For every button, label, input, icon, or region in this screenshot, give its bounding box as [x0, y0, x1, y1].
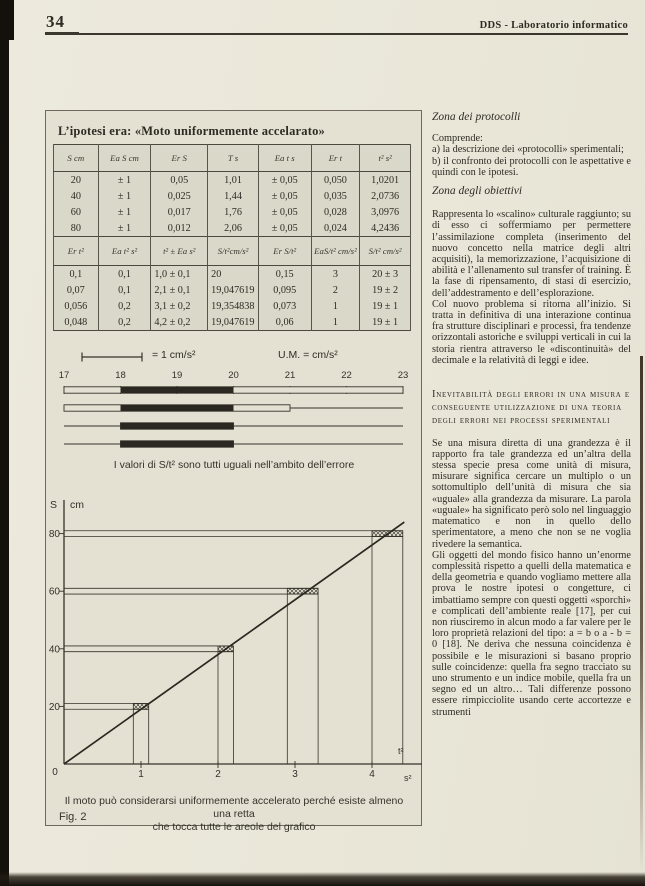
table-row	[54, 237, 411, 266]
scan-edge-bottom	[0, 872, 645, 886]
fig2-label: Fig. 2	[59, 811, 87, 823]
scan-edge-left	[0, 0, 9, 886]
table-cell: 2	[311, 282, 360, 298]
table-cell: ± 1	[98, 220, 151, 237]
interval-diagram	[54, 369, 414, 455]
table-cell: 1	[311, 314, 360, 331]
table-cell: 0,1	[98, 266, 151, 283]
table-cell: 19 ± 1	[360, 298, 411, 314]
table-header-cell: S/t² cm/s²	[360, 237, 411, 266]
table-row	[54, 220, 411, 237]
table-cell: 0,012	[151, 220, 208, 237]
svg-text:1: 1	[138, 769, 144, 780]
item-b: b) il confronto dei protocolli con le aspettative e quindi con le ipotesi.	[432, 155, 631, 178]
measurements-table	[53, 144, 411, 331]
scale-segment-icon	[80, 351, 144, 363]
scale-label: = 1 cm/s²	[152, 349, 196, 361]
table-cell: 0,06	[258, 314, 311, 331]
table-cell: ± 0,05	[258, 172, 311, 189]
heading-zona-obiettivi: Zona degli obiettivi	[432, 185, 523, 198]
table-cell: 60	[54, 204, 99, 220]
table-cell: 4,2 ± 0,2	[151, 314, 208, 331]
table-cell: 3,0976	[360, 204, 411, 220]
table-header-cell: T s	[208, 145, 259, 172]
table-cell: 0,017	[151, 204, 208, 220]
interval-caption: I valori di S/t² sono tutti uguali nell’ambito dell’errore	[113, 459, 355, 471]
hypothesis-panel	[45, 110, 422, 833]
para-objectives-2: Col nuovo problema si ritorna all’inizio. Si tratta in definitiva di una interazione continua fra strutture disciplinari e processi, fra tendenze orizzontali astoriche e sviluppi verticali in cui la storia rientra attraverso le «discontinuità» del decimale e la relatività di leggi e idee.	[432, 298, 631, 366]
table-cell: 0,2	[98, 298, 151, 314]
table-cell: ± 1	[98, 172, 151, 189]
table-row	[54, 298, 411, 314]
svg-text:18: 18	[115, 370, 126, 381]
table-cell: 0,028	[311, 204, 360, 220]
table-cell: 0,05	[151, 172, 208, 189]
table-header-cell: S cm	[54, 145, 99, 172]
fig2-chart	[46, 493, 422, 789]
svg-text:22: 22	[341, 370, 352, 381]
table-header-cell: Ea t² s²	[98, 237, 151, 266]
table-header-cell: Er S	[151, 145, 208, 172]
legend-row	[46, 349, 421, 365]
svg-text:t²: t²	[398, 746, 404, 756]
table-cell: 19 ± 2	[360, 282, 411, 298]
svg-text:cm: cm	[70, 499, 84, 511]
table-cell: 20	[54, 172, 99, 189]
table-cell: ± 0,05	[258, 188, 311, 204]
table-row	[54, 266, 411, 283]
panel-title: L’ipotesi era: «Moto uniformemente accelarato»	[58, 124, 325, 138]
table-cell: 20	[208, 266, 259, 283]
table-cell: 4,2436	[360, 220, 411, 237]
header-rule	[45, 33, 628, 35]
svg-text:80: 80	[48, 529, 60, 541]
table-header-cell: Er S/t²	[258, 237, 311, 266]
table-cell: 0,1	[98, 282, 151, 298]
table-cell: 0,1	[54, 266, 99, 283]
svg-text:19: 19	[171, 370, 183, 381]
svg-text:s²: s²	[404, 773, 412, 783]
table-cell: 0,048	[54, 314, 99, 331]
table-header-cell: Er t²	[54, 237, 99, 266]
scan-edge-right	[640, 356, 643, 872]
table-cell: 19 ± 1	[360, 314, 411, 331]
para-objectives-1: Rappresenta lo «scalino» culturale raggiunto; su di esso ci soffermiamo per permettere l’assimilazione completa (inserimento del nuovo concetto nella matrice degli altri acquisiti), la memorizzazione, l’acquisizione di abilità e l’allenamento sul transfer of training. È la fase di ripensamento, di stasi di esercizio, dell’addestramento e dell’esplorazione.	[432, 209, 631, 299]
para-errors-2: Gli oggetti del mondo fisico hanno un’enorme complessità rispetto a quelli della matematica e della geometria e quando vogliamo mettere alla prova le nostre ipotesi o congetture, ci imbattiamo sempre con questi oggetti «sporchi» e complicati dell’ambiente reale [17], per cui non riusciremo in alcun modo a far valere per le loro proprietà relazioni del tipo: a = b o a - b = 0 [18]. Ne deriva che nessuna coincidenza è possibile e le misurazioni si basano proprio sulle coincidenze: quella fra segno tracciato su uno strumento e un indice mobile, quella fra un segno ed un altro… Tali differenze possono essere rimpicciolite usando certe accortezze e strumenti	[432, 549, 631, 718]
table-cell: 0,07	[54, 282, 99, 298]
table-header-cell: Er t	[311, 145, 360, 172]
table-cell: 1,0 ± 0,1	[151, 266, 208, 283]
table-cell: 0,056	[54, 298, 99, 314]
svg-text:17: 17	[58, 370, 70, 381]
table-header-cell: Ea t s	[258, 145, 311, 172]
item-a: a) la descrizione dei «protocolli» sperimentali;	[432, 144, 624, 156]
table-cell: 19,047619	[208, 282, 259, 298]
svg-text:60: 60	[48, 586, 60, 598]
heading-errors: Inevitabilità degli errori in una misura e conseguente utilizzazione di una teoria degli errori nei processi sperimentali	[432, 389, 630, 427]
table-cell: 1,01	[208, 172, 259, 189]
table-cell: 0,050	[311, 172, 360, 189]
table-cell: 2,0736	[360, 188, 411, 204]
table-cell: 0,095	[258, 282, 311, 298]
table-cell: 20 ± 3	[360, 266, 411, 283]
svg-text:3: 3	[292, 769, 298, 780]
journal-header: DDS - Laboratorio informatico	[479, 20, 628, 31]
svg-text:23: 23	[397, 370, 409, 381]
table-header-cell: t² s²	[360, 145, 411, 172]
table-cell: 19,047619	[208, 314, 259, 331]
table-cell: 0,15	[258, 266, 311, 283]
table-header-cell: S/t²cm/s²	[208, 237, 259, 266]
table-cell: 0,024	[311, 220, 360, 237]
unit-label: U.M. = cm/s²	[278, 349, 338, 361]
table-cell: ± 0,05	[258, 220, 311, 237]
table-cell: 0,035	[311, 188, 360, 204]
svg-text:21: 21	[284, 370, 296, 381]
table-cell: ± 0,05	[258, 204, 311, 220]
table-row	[54, 145, 411, 172]
svg-text:4: 4	[369, 769, 375, 780]
table-cell: 3	[311, 266, 360, 283]
fig2-caption	[56, 795, 412, 834]
svg-text:20: 20	[48, 701, 60, 713]
scan-edge-left-top	[0, 0, 14, 40]
table-cell: 1	[311, 298, 360, 314]
svg-text:S: S	[50, 499, 58, 511]
table-cell: 2,1 ± 0,1	[151, 282, 208, 298]
table-cell: 2,06	[208, 220, 259, 237]
table-cell: ± 1	[98, 204, 151, 220]
comprende-line: Comprende:	[432, 133, 483, 145]
table-row	[54, 188, 411, 204]
svg-text:0: 0	[52, 767, 58, 778]
right-column	[432, 112, 631, 718]
table-header-cell: Ea S cm	[98, 145, 151, 172]
table-row	[54, 172, 411, 189]
table-row	[54, 314, 411, 331]
table-cell: 1,0201	[360, 172, 411, 189]
table-cell: 0,073	[258, 298, 311, 314]
table-cell: 19,354838	[208, 298, 259, 314]
table-cell: 1,44	[208, 188, 259, 204]
page-number: 34	[46, 12, 65, 31]
table-cell: 40	[54, 188, 99, 204]
fig2-caption-line2: che tocca tutte le areole del grafico	[152, 821, 316, 833]
svg-text:20: 20	[228, 370, 239, 381]
svg-text:2: 2	[215, 769, 221, 780]
svg-text:40: 40	[48, 644, 60, 656]
table-cell: 80	[54, 220, 99, 237]
table-cell: 1,76	[208, 204, 259, 220]
table-header-cell: EaS/t² cm/s²	[311, 237, 360, 266]
table-cell: 3,1 ± 0,2	[151, 298, 208, 314]
fig2-caption-line1: Il moto può considerarsi uniformemente accelerato perché esiste almeno una retta	[64, 795, 404, 820]
heading-zona-protocolli: Zona dei protocolli	[432, 111, 521, 123]
table-cell: 0,2	[98, 314, 151, 331]
table-row	[54, 204, 411, 220]
table-row	[54, 282, 411, 298]
table-cell: 0,025	[151, 188, 208, 204]
table-cell: ± 1	[98, 188, 151, 204]
para-errors-1: Se una misura diretta di una grandezza è il rapporto fra tale grandezza ed un’altra della stessa specie presa come unità di misura, misurare significa cercare un multiplo o un sottomultiplo dell’unità di misura che sia «uguale» alla grandezza da misurare. La parola «uguale» ha significato però solo nel linguaggio matematico e non in quello dello sperimentatore, a meno che non se ne voglia rivedere la semantica.	[432, 437, 631, 550]
table-header-cell: t² ± Ea s²	[151, 237, 208, 266]
